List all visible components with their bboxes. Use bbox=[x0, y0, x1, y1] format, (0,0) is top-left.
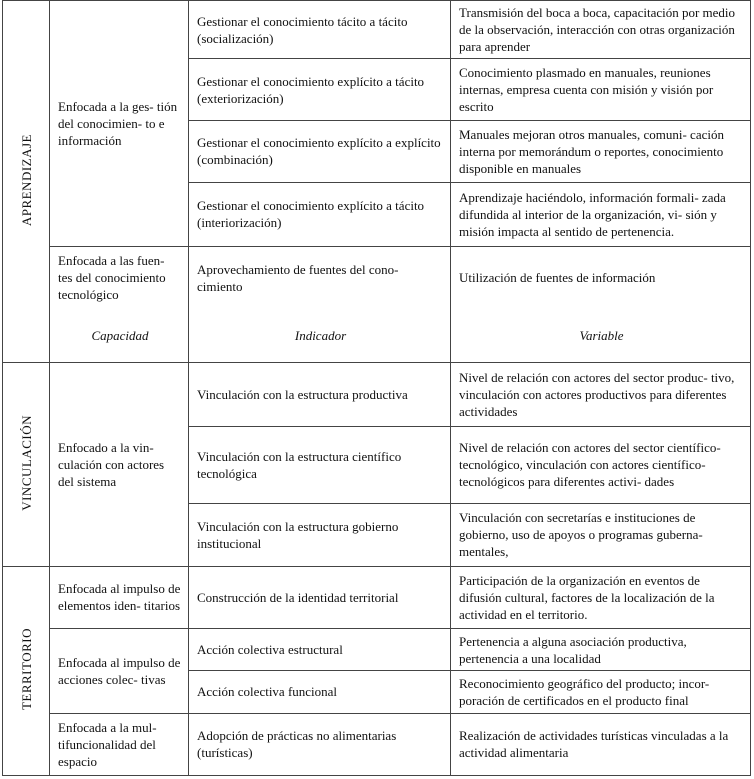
variable-cell: Nivel de relación con actores del sector produc- tivo, vinculación con actores productivos para diferentes actividades bbox=[451, 363, 751, 426]
section-territorio-label: TERRITORIO bbox=[18, 627, 34, 710]
indicador-cell: Gestionar el conocimiento explícito a tácito (exteriorización) bbox=[189, 59, 451, 120]
capacity-elementos-identitarios: Enfocada al impulso de elementos iden- titarios bbox=[50, 566, 189, 628]
indicador-cell: Vinculación con la estructura productiva bbox=[189, 363, 451, 426]
variable-cell: Aprendizaje haciéndolo, información formali- zada difundida al interior de la organización, vi- sión y misión impacta al sentido de pertenencia. bbox=[451, 183, 751, 246]
variable-cell: Conocimiento plasmado en manuales, reuniones internas, empresa cuenta con misión y visión por escrito bbox=[451, 59, 751, 120]
variable-cell: Manuales mejoran otros manuales, comuni- cación interna por memorándum o reportes, conocimiento disponible en manuales bbox=[451, 120, 751, 182]
header-variable: Variable bbox=[451, 308, 751, 362]
section-vinculacion-label: VINCULACIÓN bbox=[18, 414, 34, 511]
section-territorio bbox=[3, 566, 50, 775]
variable-cell: Nivel de relación con actores del sector científico-tecnológico, vinculación con actores científico-tecnológicos para diferentes activi- dades bbox=[451, 426, 751, 504]
capacities-table bbox=[2, 0, 751, 776]
variable-cell: Pertenencia a alguna asociación productiva, pertenencia a una localidad bbox=[451, 628, 751, 670]
indicador-cell: Gestionar el conocimiento explícito a tácito (interiorización) bbox=[189, 183, 451, 246]
variable-cell: Reconocimiento geográfico del producto; incor- poración de certificados en el producto final bbox=[451, 671, 751, 713]
indicador-cell: Aprovechamiento de fuentes del cono- cimiento bbox=[189, 246, 451, 308]
indicador-cell: Adopción de prácticas no alimentarias (turísticas) bbox=[189, 713, 451, 775]
indicador-cell: Gestionar el conocimiento explícito a explícito (combinación) bbox=[189, 120, 451, 182]
indicador-cell: Acción colectiva estructural bbox=[189, 628, 451, 670]
indicador-cell: Vinculación con la estructura científico tecnológica bbox=[189, 426, 451, 504]
section-vinculacion bbox=[3, 363, 50, 566]
section-aprendizaje bbox=[3, 1, 50, 363]
header-indicador: Indicador bbox=[189, 308, 451, 362]
capacity-gestion-conocimiento: Enfocada a la ges- tión del conocimien- to e información bbox=[50, 1, 189, 247]
capacity-acciones-colectivas: Enfocada al impulso de acciones colec- tivas bbox=[50, 628, 189, 713]
capacity-vinculacion-actores: Enfocado a la vin- culación con actores del sistema bbox=[50, 363, 189, 566]
header-capacidad: Capacidad bbox=[50, 308, 189, 362]
variable-cell: Utilización de fuentes de información bbox=[451, 246, 751, 308]
indicador-cell: Gestionar el conocimiento tácito a tácito (socialización) bbox=[189, 1, 451, 59]
variable-cell: Vinculación con secretarías e instituciones de gobierno, uso de apoyos o programas guberna- mentales, bbox=[451, 504, 751, 566]
indicador-cell: Acción colectiva funcional bbox=[189, 671, 451, 713]
section-aprendizaje-label: APRENDIZAJE bbox=[18, 133, 34, 226]
variable-cell: Participación de la organización en eventos de difusión cultural, factores de la localización de la actividad en el territorio. bbox=[451, 566, 751, 628]
variable-cell: Realización de actividades turísticas vinculadas a la actividad alimentaria bbox=[451, 713, 751, 775]
indicador-cell: Vinculación con la estructura gobierno institucional bbox=[189, 504, 451, 566]
variable-cell: Transmisión del boca a boca, capacitación por medio de la observación, interacción con otras organización para aprender bbox=[451, 1, 751, 59]
capacity-multifuncionalidad: Enfocada a la mul- tifuncionalidad del espacio bbox=[50, 713, 189, 775]
capacity-fuentes-conocimiento: Enfocada a las fuen- tes del conocimiento tecnológico bbox=[50, 246, 189, 308]
indicador-cell: Construcción de la identidad territorial bbox=[189, 566, 451, 628]
